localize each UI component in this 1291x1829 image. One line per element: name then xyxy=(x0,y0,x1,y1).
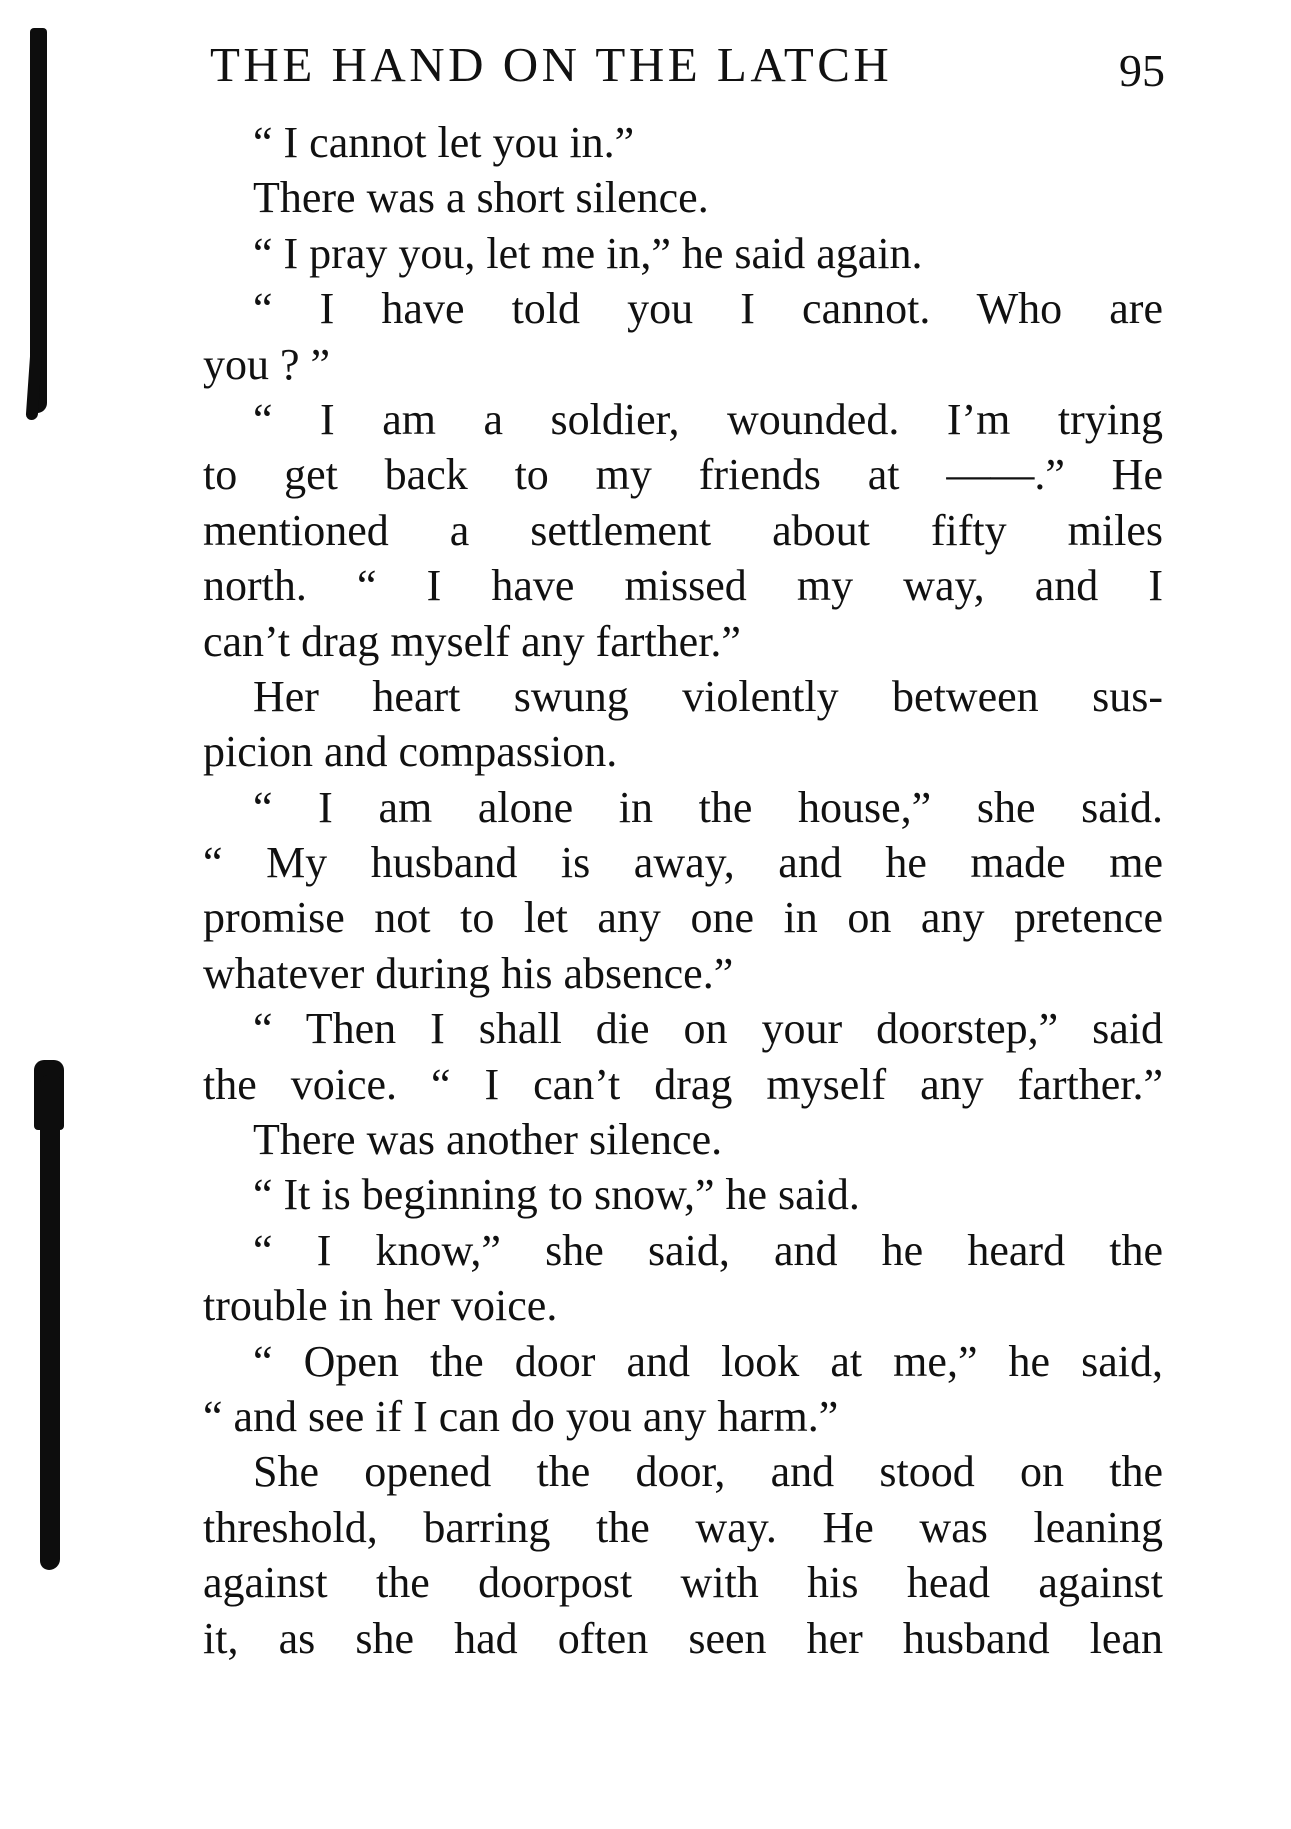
text-line: you ? ” xyxy=(203,339,331,389)
text-line: “ It is beginning to snow,” he said. xyxy=(253,1170,860,1220)
text-line: “ My husband is away, and he made me xyxy=(203,838,1163,888)
text-line: Her heart swung violently between sus- xyxy=(253,671,1163,721)
text-line: trouble in her voice. xyxy=(203,1281,558,1331)
text-line: promise not to let any one in on any pretence xyxy=(203,893,1163,943)
binding-shadow-bottom xyxy=(40,1075,60,1570)
text-line: whatever during his absence.” xyxy=(203,948,734,998)
text-line: There was a short silence. xyxy=(253,173,709,223)
text-line: mentioned a settlement about fifty miles xyxy=(203,505,1163,555)
text-line: “ Open the door and look at me,” he said, xyxy=(253,1336,1163,1386)
text-line: “ I know,” she said, and he heard the xyxy=(253,1225,1163,1275)
text-line: “ I cannot let you in.” xyxy=(253,118,635,167)
text-line: north. “ I have missed my way, and I xyxy=(203,561,1163,611)
text-line: the voice. “ I can’t drag myself any farther.” xyxy=(203,1059,1163,1109)
page-number: 95 xyxy=(1119,45,1165,96)
text-line: “ I have told you I cannot. Who are xyxy=(253,284,1163,334)
body-text xyxy=(203,115,1163,1666)
text-line: it, as she had often seen her husband lean xyxy=(203,1613,1163,1663)
text-line: picion and compassion. xyxy=(203,727,618,777)
running-head xyxy=(210,30,1165,100)
text-line: “ I am a soldier, wounded. I’m trying xyxy=(253,394,1163,444)
text-line: against the doorpost with his head against xyxy=(203,1558,1163,1608)
running-title: THE HAND ON THE LATCH xyxy=(210,37,893,92)
text-line: can’t drag myself any farther.” xyxy=(203,616,741,666)
text-line: She opened the door, and stood on the xyxy=(253,1447,1163,1497)
text-line: There was another silence. xyxy=(253,1115,723,1165)
text-line: threshold, barring the way. He was leaning xyxy=(203,1502,1163,1552)
text-line: “ and see if I can do you any harm.” xyxy=(203,1391,839,1441)
text-line: “ I am alone in the house,” she said. xyxy=(253,782,1163,832)
text-line: “ Then I shall die on your doorstep,” said xyxy=(253,1004,1163,1054)
text-line: “ I pray you, let me in,” he said again. xyxy=(253,228,923,278)
text-line: to get back to my friends at ——.” He xyxy=(203,450,1163,500)
